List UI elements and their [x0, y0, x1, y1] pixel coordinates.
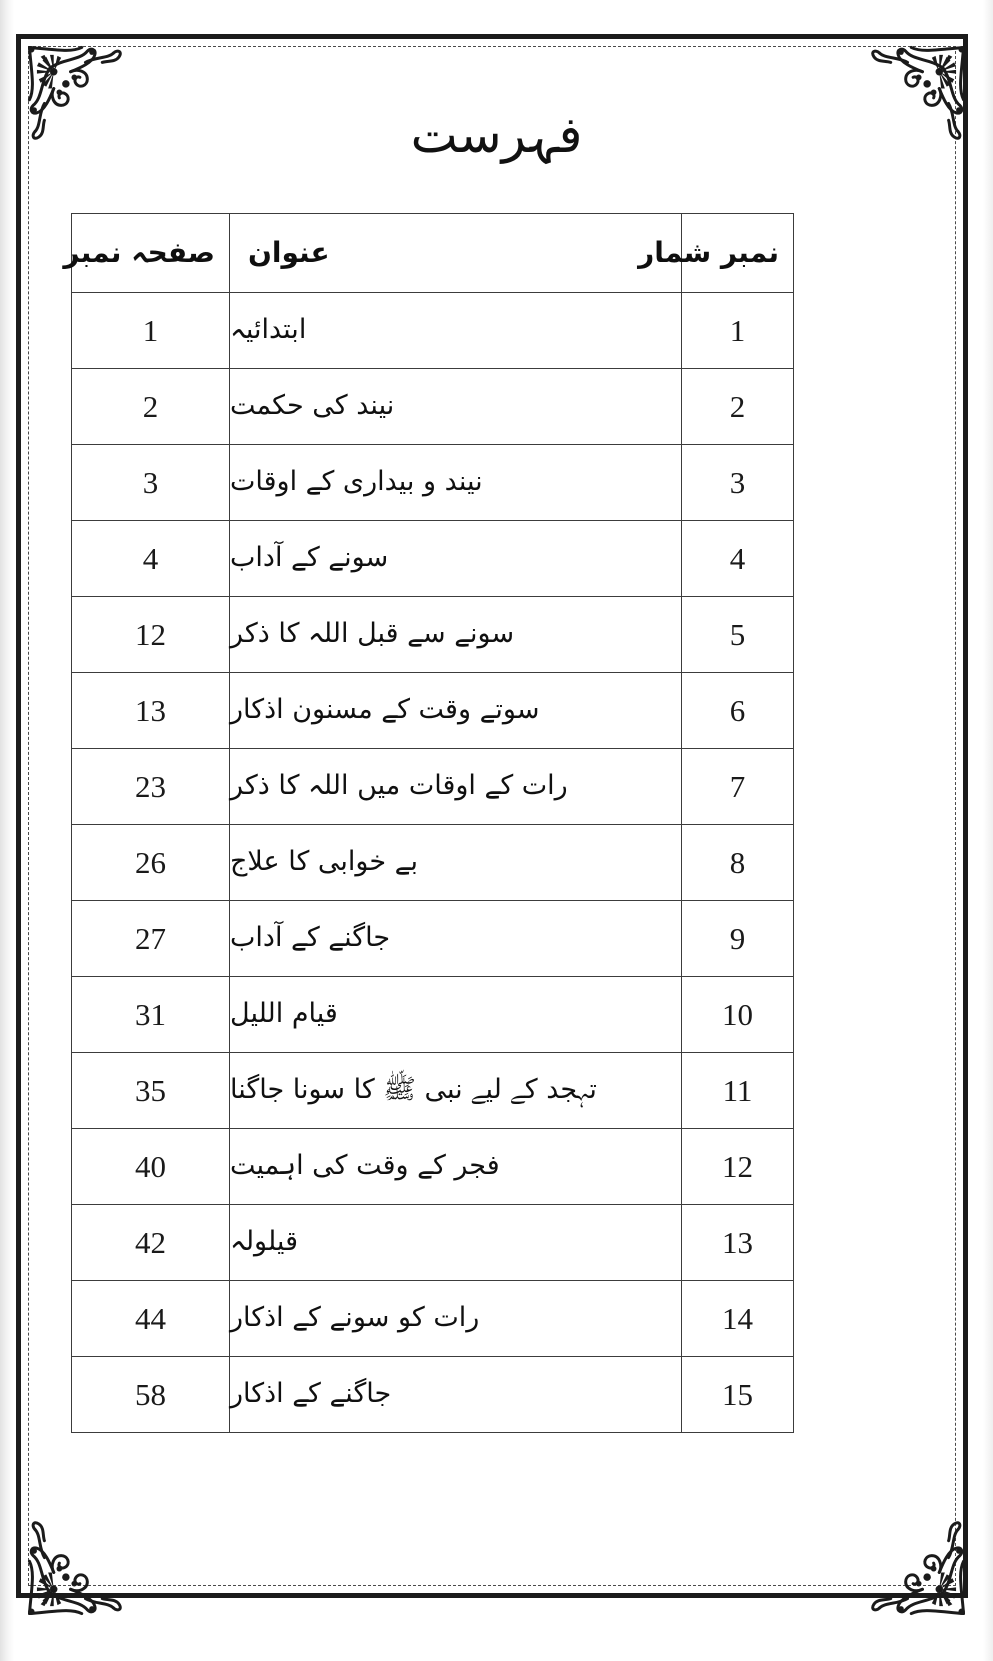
- table-row: [72, 901, 794, 977]
- table-row: [72, 1053, 794, 1129]
- cell-serial-number: 9: [682, 901, 794, 977]
- table-row: [72, 521, 794, 597]
- cell-serial-number: 5: [682, 597, 794, 673]
- cell-serial-number: 14: [682, 1281, 794, 1357]
- column-header-page-number: [63, 214, 230, 293]
- scan-shadow-left: [0, 0, 14, 1661]
- table-row: [72, 1357, 794, 1433]
- cell-serial-number: 15: [682, 1357, 794, 1433]
- cell-subject-title: قیام اللیل: [230, 977, 682, 1053]
- cell-page-number: 1: [72, 293, 230, 369]
- column-header-serial-number: [638, 214, 794, 293]
- cell-serial-number: 2: [682, 369, 794, 445]
- cell-subject-title: فجر کے وقت کی اہمیت: [230, 1129, 682, 1205]
- cell-subject-title: سوتے وقت کے مسنون اذکار: [230, 673, 682, 749]
- column-header-subject-label: عنوان: [248, 236, 330, 270]
- cell-subject-title: جاگنے کے اذکار: [230, 1357, 682, 1433]
- cell-subject-title: نیند کی حکمت: [230, 369, 682, 445]
- table-row: [72, 445, 794, 521]
- cell-subject-title: تہجد کے لیے نبی ﷺ کا سونا جاگنا: [230, 1053, 682, 1129]
- cell-subject-title: رات کو سونے کے اذکار: [230, 1281, 682, 1357]
- cell-serial-number: 6: [682, 673, 794, 749]
- cell-page-number: 3: [72, 445, 230, 521]
- table-row: [72, 977, 794, 1053]
- cell-page-number: 27: [72, 901, 230, 977]
- cell-serial-number: 11: [682, 1053, 794, 1129]
- toc-table-body: [72, 293, 794, 1433]
- cell-page-number: 12: [72, 597, 230, 673]
- cell-subject-title: قیلولہ: [230, 1205, 682, 1281]
- table-row: [72, 673, 794, 749]
- cell-serial-number: 3: [682, 445, 794, 521]
- cell-page-number: 42: [72, 1205, 230, 1281]
- toc-table: [63, 213, 794, 1433]
- cell-page-number: 40: [72, 1129, 230, 1205]
- table-row: [72, 749, 794, 825]
- table-row: [72, 1205, 794, 1281]
- cell-serial-number: 1: [682, 293, 794, 369]
- column-header-page-number-label: صفحہ نمبر: [63, 236, 215, 270]
- cell-subject-title: جاگنے کے آداب: [230, 901, 682, 977]
- cell-subject-title: ابتدائیہ: [230, 293, 682, 369]
- column-header-subject: [230, 214, 682, 293]
- table-row: [72, 293, 794, 369]
- cell-page-number: 13: [72, 673, 230, 749]
- toc-table-head: [63, 214, 794, 293]
- cell-page-number: 4: [72, 521, 230, 597]
- cell-page-number: 58: [72, 1357, 230, 1433]
- table-row: [72, 369, 794, 445]
- cell-serial-number: 12: [682, 1129, 794, 1205]
- table-row: [72, 1129, 794, 1205]
- cell-subject-title: نیند و بیداری کے اوقات: [230, 445, 682, 521]
- cell-subject-title: رات کے اوقات میں اللہ کا ذکر: [230, 749, 682, 825]
- table-of-contents: [63, 213, 794, 1433]
- cell-serial-number: 13: [682, 1205, 794, 1281]
- cell-serial-number: 8: [682, 825, 794, 901]
- cell-page-number: 2: [72, 369, 230, 445]
- cell-subject-title: بے خوابی کا علاج: [230, 825, 682, 901]
- page-title-container: [0, 104, 993, 167]
- cell-serial-number: 4: [682, 521, 794, 597]
- scan-shadow-right: [983, 0, 993, 1661]
- page-title: فہرست: [410, 106, 583, 164]
- cell-subject-title: سونے سے قبل اللہ کا ذکر: [230, 597, 682, 673]
- cell-page-number: 23: [72, 749, 230, 825]
- table-header-row: [72, 214, 794, 293]
- cell-page-number: 35: [72, 1053, 230, 1129]
- table-row: [72, 825, 794, 901]
- cell-serial-number: 7: [682, 749, 794, 825]
- cell-serial-number: 10: [682, 977, 794, 1053]
- column-header-serial-number-label: نمبر شمار: [638, 236, 779, 270]
- cell-page-number: 26: [72, 825, 230, 901]
- cell-page-number: 44: [72, 1281, 230, 1357]
- cell-page-number: 31: [72, 977, 230, 1053]
- table-row: [72, 597, 794, 673]
- cell-subject-title: سونے کے آداب: [230, 521, 682, 597]
- table-row: [72, 1281, 794, 1357]
